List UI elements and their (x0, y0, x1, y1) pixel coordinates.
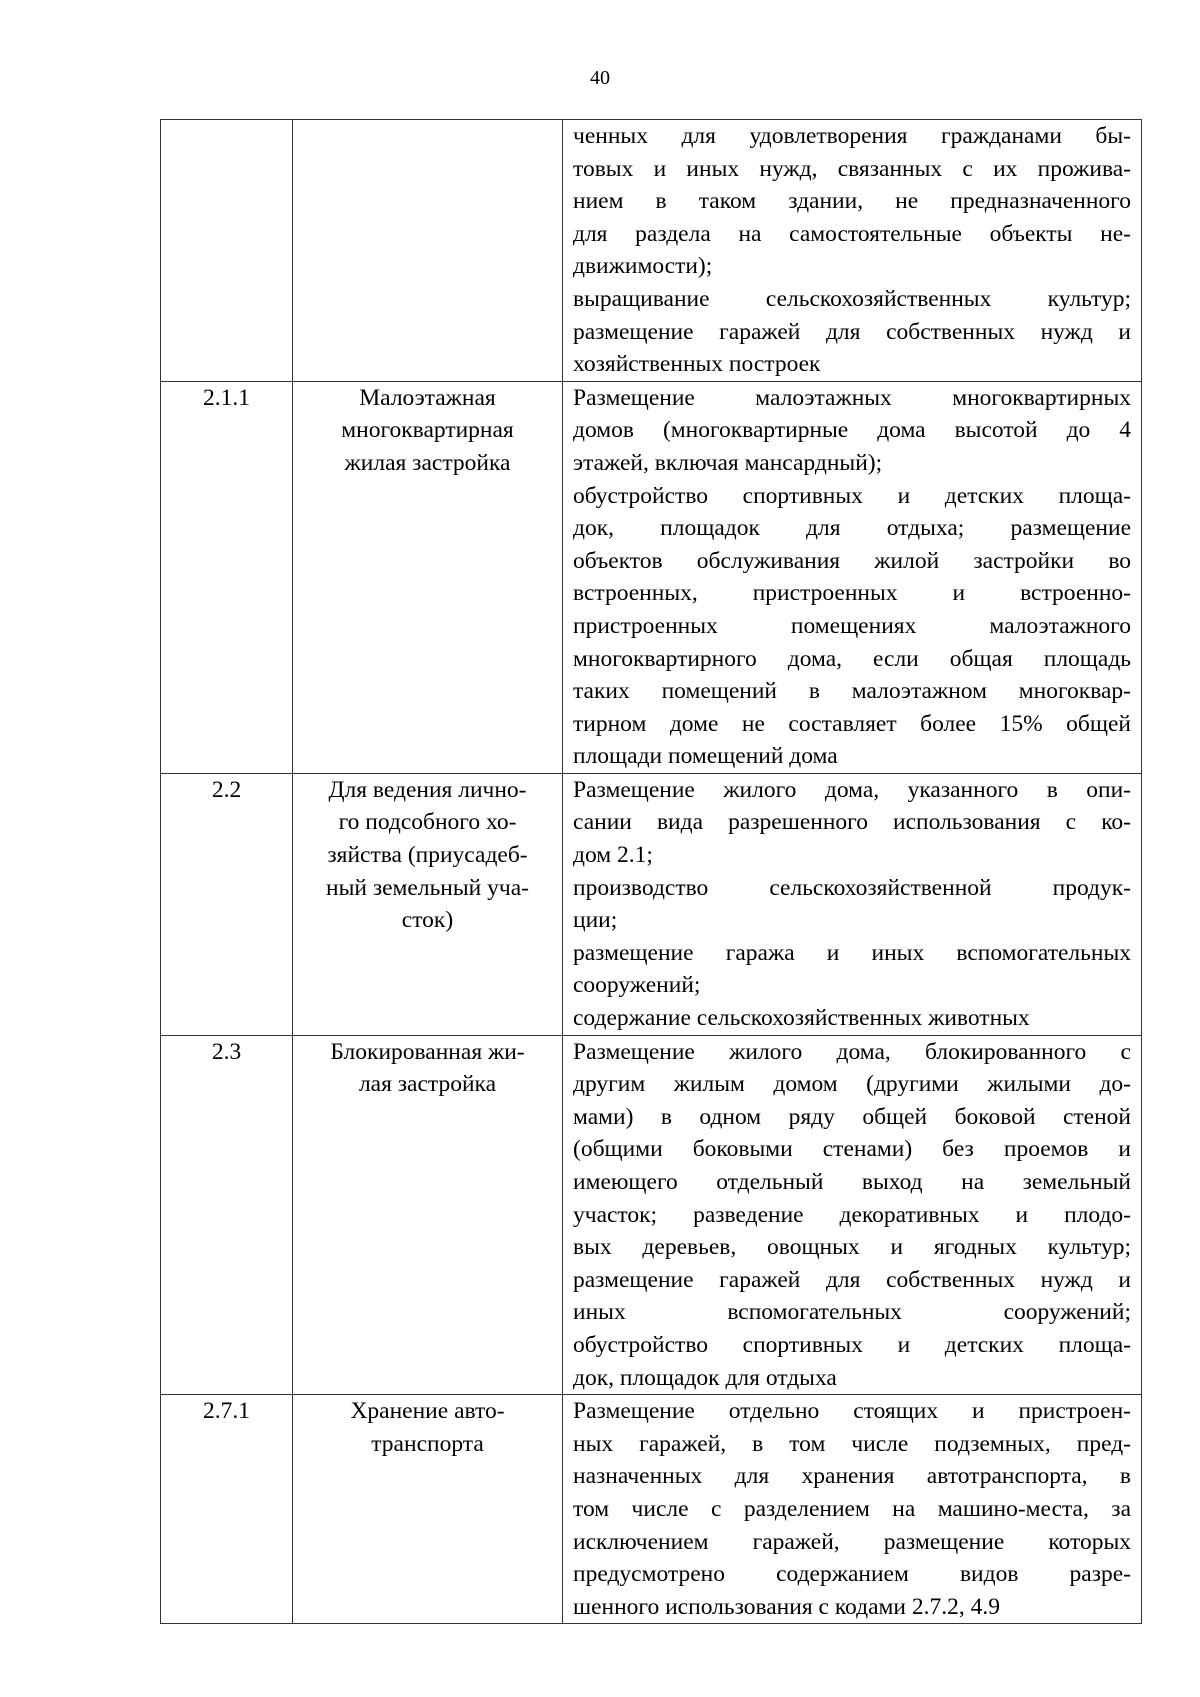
description-line: этажей, включая мансардный); (573, 449, 883, 476)
table-row (161, 1395, 1142, 1624)
description-line: вых деревьев, овощных и ягодных культур; (573, 1234, 1131, 1261)
description-cell (563, 1035, 1142, 1395)
name-line: сток) (401, 907, 454, 934)
description-line: док, площадок для отдыха (573, 1364, 837, 1391)
name-line: Малоэтажная (359, 384, 496, 411)
name-cell (293, 773, 563, 1035)
name-line: Хранение авто- (350, 1398, 505, 1425)
description-line: ных гаражей, в том числе подземных, пред- (573, 1430, 1131, 1457)
description-line: многоквартирного дома, если общая площадь (573, 645, 1131, 672)
description-line: исключением гаражей, размещение которых (573, 1528, 1131, 1555)
table-row (161, 773, 1142, 1035)
description-cell (563, 1395, 1142, 1624)
description-line: дом 2.1; (573, 842, 653, 869)
code-cell: 2.7.1 (161, 1395, 293, 1624)
description-line: выращивание сельскохозяйственных культур; (573, 285, 1131, 312)
description-line: ции; (573, 907, 618, 934)
description-cell (563, 773, 1142, 1035)
description-line: содержание сельскохозяйственных животных (573, 1005, 1030, 1032)
description-line: таких помещений в малоэтажном многоквар- (573, 678, 1131, 705)
name-cell (293, 120, 563, 382)
name-cell (293, 1035, 563, 1395)
description-line: для раздела на самостоятельные объекты не- (573, 220, 1131, 247)
name-line: зяйства (приусадеб- (327, 842, 528, 869)
name-cell (293, 381, 563, 773)
land-use-table (160, 119, 1142, 1624)
description-line: док, площадок для отдыха; размещение (573, 515, 1131, 542)
description-line: объектов обслуживания жилой застройки во (573, 547, 1131, 574)
description-line: сании вида разрешенного использования с ко- (573, 809, 1131, 836)
code-cell: 2.1.1 (161, 381, 293, 773)
description-line: (общими боковыми стенами) без проемов и (573, 1136, 1131, 1163)
description-line: домов (многоквартирные дома высотой до 4 (573, 417, 1131, 444)
description-line: другим жилым домом (другими жилыми до- (573, 1071, 1131, 1098)
description-line: иных вспомогательных сооружений; (573, 1299, 1131, 1326)
name-line: жилая застройка (344, 449, 511, 476)
description-line: мами) в одном ряду общей боковой стеной (573, 1103, 1131, 1130)
name-cell (293, 1395, 563, 1624)
description-line: обустройство спортивных и детских площа- (573, 1331, 1131, 1358)
description-line: встроенных, пристроенных и встроенно- (573, 580, 1131, 607)
description-line: пристроенных помещениях малоэтажного (573, 612, 1131, 639)
name-line: Блокированная жи- (330, 1038, 525, 1065)
description-line: Размещение малоэтажных многоквартирных (573, 384, 1131, 411)
name-line: го подсобного хо- (338, 809, 517, 836)
description-line: Размещение жилого дома, блокированного с (573, 1038, 1131, 1065)
description-line: хозяйственных построек (573, 351, 821, 378)
description-line: размещение гаражей для собственных нужд и (573, 1266, 1131, 1293)
description-line: обустройство спортивных и детских площа- (573, 482, 1131, 509)
name-line: лая застройка (358, 1071, 497, 1098)
name-line: ный земельный уча- (326, 874, 529, 901)
description-line: сооружений; (573, 972, 701, 999)
code-cell (161, 120, 293, 382)
description-cell (563, 381, 1142, 773)
description-line: ченных для удовлетворения гражданами бы- (573, 123, 1131, 149)
description-line: назначенных для хранения автотранспорта, в (573, 1463, 1131, 1490)
description-line: нием в таком здании, не предназначенного (573, 188, 1131, 215)
description-line: размещение гаража и иных вспомогательных (573, 939, 1131, 966)
description-line: движимости); (573, 253, 713, 280)
page-number: 40 (590, 67, 610, 89)
code-cell: 2.2 (161, 773, 293, 1035)
description-line: производство сельскохозяйственной продук- (573, 874, 1131, 901)
table-body (161, 120, 1142, 1624)
table-row (161, 381, 1142, 773)
name-line: Для ведения лично- (328, 776, 527, 803)
name-line: транспорта (371, 1430, 484, 1457)
description-line: Размещение жилого дома, указанного в опи- (573, 776, 1131, 803)
description-line: том числе с разделением на машино-места, за (573, 1495, 1131, 1522)
description-cell (563, 120, 1142, 382)
description-line: тирном доме не составляет более 15% общей (573, 710, 1131, 737)
name-line: многоквартирная (341, 417, 514, 444)
description-line: имеющего отдельный выход на земельный (573, 1169, 1131, 1195)
description-line: участок; разведение декоративных и плодо- (573, 1201, 1131, 1228)
description-line: товых и иных нужд, связанных с их прожива- (573, 155, 1131, 182)
description-line: площади помещений дома (573, 743, 838, 770)
code-cell: 2.3 (161, 1035, 293, 1395)
description-line: шенного использования с кодами 2.7.2, 4.9 (573, 1593, 1000, 1620)
description-line: размещение гаражей для собственных нужд и (573, 318, 1131, 345)
table-row (161, 120, 1142, 382)
table-row (161, 1035, 1142, 1395)
description-line: Размещение отдельно стоящих и пристроен- (573, 1398, 1131, 1425)
description-line: предусмотрено содержанием видов разре- (573, 1561, 1131, 1588)
